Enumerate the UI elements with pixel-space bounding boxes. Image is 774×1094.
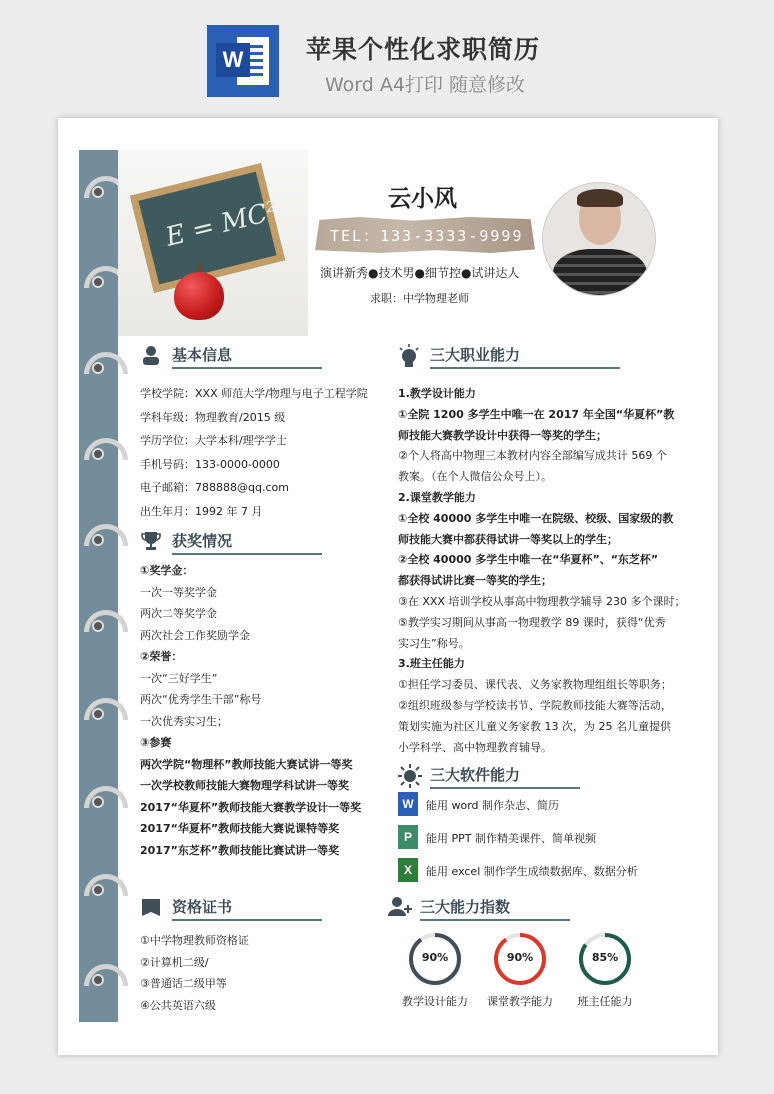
list-item: 小学科学、高中物理教育辅导。 <box>398 740 552 754</box>
book-icon <box>140 896 162 918</box>
list-item: ①奖学金： <box>140 564 194 577</box>
list-item: 两次学院“物理杯”教师技能大赛试讲一等奖 <box>140 757 353 771</box>
list-item: 手机号码：133-0000-0000 <box>140 457 280 471</box>
ability-gauge <box>472 931 568 1011</box>
sun-icon <box>398 764 420 786</box>
list-item: ②荣誉： <box>140 650 183 663</box>
list-item: 实习生”称号。 <box>398 636 470 650</box>
trophy-icon <box>140 530 162 552</box>
list-item: ①全校 40000 多学生中唯一在院级、校级、国家级的教 <box>398 511 674 525</box>
list-item: ②个人将高中物理三本教材内容全部编写成共计 569 个 <box>398 449 667 463</box>
list-item: 一次“三好学生” <box>140 671 218 685</box>
office-app-icon: P <box>398 825 418 849</box>
list-item: 学科年级：物理教育/2015 级 <box>140 410 286 424</box>
list-item: ③在 XXX 培训学校从事高中物理教学辅导 230 多个课时； <box>398 594 686 608</box>
ability-gauge <box>387 931 483 1011</box>
software-label: 能用 PPT 制作精美课件、简单视频 <box>426 832 596 845</box>
gauge-label: 课堂教学能力 <box>487 995 553 1008</box>
list-item: ④公共英语六级 <box>140 998 216 1012</box>
list-item: 3.班主任能力 <box>398 657 465 671</box>
page-header <box>0 0 774 118</box>
binder-ring <box>84 438 128 460</box>
binder-ring <box>84 786 128 808</box>
candidate-name: 云小风 <box>388 186 457 212</box>
list-item: 2017“华夏杯”教师技能大赛教学设计一等奖 <box>140 800 362 814</box>
list-item: ②组织班级参与学校读书节、学院教师技能大赛等活动， <box>398 698 672 712</box>
list-item: 教案。（在个人微信公众号上）。 <box>398 470 552 484</box>
list-item: 两次“优秀学生干部”称号 <box>140 693 262 706</box>
section-title: 三大能力指数 <box>420 898 511 916</box>
apple-image <box>174 272 224 320</box>
page-subtitle: Word A4打印 随意修改 <box>325 74 526 96</box>
software-label: 能用 word 制作杂志、简历 <box>426 799 560 812</box>
office-app-icon: W <box>398 792 418 816</box>
gauge-percent: 90% <box>421 951 449 964</box>
abilities-list <box>398 384 685 758</box>
gauge-percent: 85% <box>591 951 619 964</box>
software-item <box>398 858 678 882</box>
section-title: 基本信息 <box>172 346 233 364</box>
software-label: 能用 excel 制作学生成绩数据库、数据分析 <box>426 865 638 878</box>
list-item: 两次二等奖学金 <box>140 607 217 620</box>
list-item: 出生年月：1992 年 7 月 <box>140 504 263 518</box>
binder-ring <box>84 874 128 896</box>
list-item: 2017“华夏杯”教师技能大赛说课特等奖 <box>140 822 340 835</box>
list-item: 策划实施为社区儿童义务家教 13 次，为 25 名儿童提供 <box>398 719 671 733</box>
ability-gauge <box>557 931 653 1011</box>
list-item: 2017”东芝杯”教师技能比赛试讲一等奖 <box>140 843 340 857</box>
section-title: 资格证书 <box>172 898 233 916</box>
section-title: 获奖情况 <box>172 532 233 550</box>
phone-number: TEL：133-3333-9999 <box>330 227 524 245</box>
awards-list <box>140 560 361 861</box>
job-objective: 求职：中学物理老师 <box>370 292 469 305</box>
certificates-list <box>140 930 249 1016</box>
chalkboard-photo <box>118 150 308 336</box>
personal-tags: 演讲新秀●技术男●细节控●试讲达人 <box>320 266 520 280</box>
section-title: 三大职业能力 <box>430 346 521 364</box>
board-formula: E = MC² <box>162 196 281 253</box>
list-item: 师技能大赛中都获得试讲一等奖以上的学生； <box>398 532 618 546</box>
list-item: 都获得试讲比赛一等奖的学生； <box>398 574 552 588</box>
list-item: 一次优秀实习生； <box>140 714 228 728</box>
binder-ring <box>84 964 128 986</box>
list-item: 2.课堂教学能力 <box>398 490 476 504</box>
list-item: 两次社会工作奖励学金 <box>140 628 250 642</box>
gauge-label: 教学设计能力 <box>402 995 468 1008</box>
lightbulb-icon <box>398 344 420 366</box>
list-item: 一次一等奖学金 <box>140 585 217 599</box>
list-item: ③普通话二级甲等 <box>140 977 227 990</box>
binder-ring <box>84 610 128 632</box>
list-item: 一次学校教师技能大赛物理学科试讲一等奖 <box>140 779 349 792</box>
binder-ring <box>84 524 128 546</box>
avatar <box>542 182 656 296</box>
page-title: 苹果个性化求职简历 <box>306 35 541 64</box>
office-app-icon: X <box>398 858 418 882</box>
list-item: ①中学物理教师资格证 <box>140 934 249 947</box>
binder-ring <box>84 352 128 374</box>
list-item: 电子邮箱：788888@qq.com <box>140 481 289 494</box>
list-item: ⑤教学实习期间从事高一物理教学 89 课时，获得“优秀 <box>398 615 666 629</box>
person-icon <box>140 344 162 366</box>
list-item: ②计算机二级/ <box>140 955 209 969</box>
basic-info-list <box>140 382 368 523</box>
add-user-icon <box>388 896 410 918</box>
section-title: 三大软件能力 <box>430 766 521 784</box>
list-item: ①全院 1200 多学生中唯一在 2017 年全国“华夏杯”教 <box>398 407 675 421</box>
resume-page <box>58 118 718 1055</box>
list-item: 1.教学设计能力 <box>398 387 476 400</box>
list-item: ③参赛 <box>140 736 172 749</box>
software-item <box>398 792 678 816</box>
list-item: 学历学位：大学本科/理学学士 <box>140 434 287 447</box>
list-item: 学校学院：XXX 师范大学/物理与电子工程学院 <box>140 387 368 400</box>
word-logo-icon: W <box>207 25 279 97</box>
list-item: ②全校 40000 多学生中唯一在“华夏杯”、“东芝杯” <box>398 553 659 567</box>
gauge-label: 班主任能力 <box>577 995 633 1008</box>
software-item <box>398 825 678 849</box>
binder-ring <box>84 698 128 720</box>
list-item: ①担任学习委员、课代表、义务家教物理组组长等职务； <box>398 678 672 692</box>
gauge-percent: 90% <box>506 951 534 964</box>
list-item: 师技能大赛教学设计中获得一等奖的学生； <box>398 428 607 442</box>
